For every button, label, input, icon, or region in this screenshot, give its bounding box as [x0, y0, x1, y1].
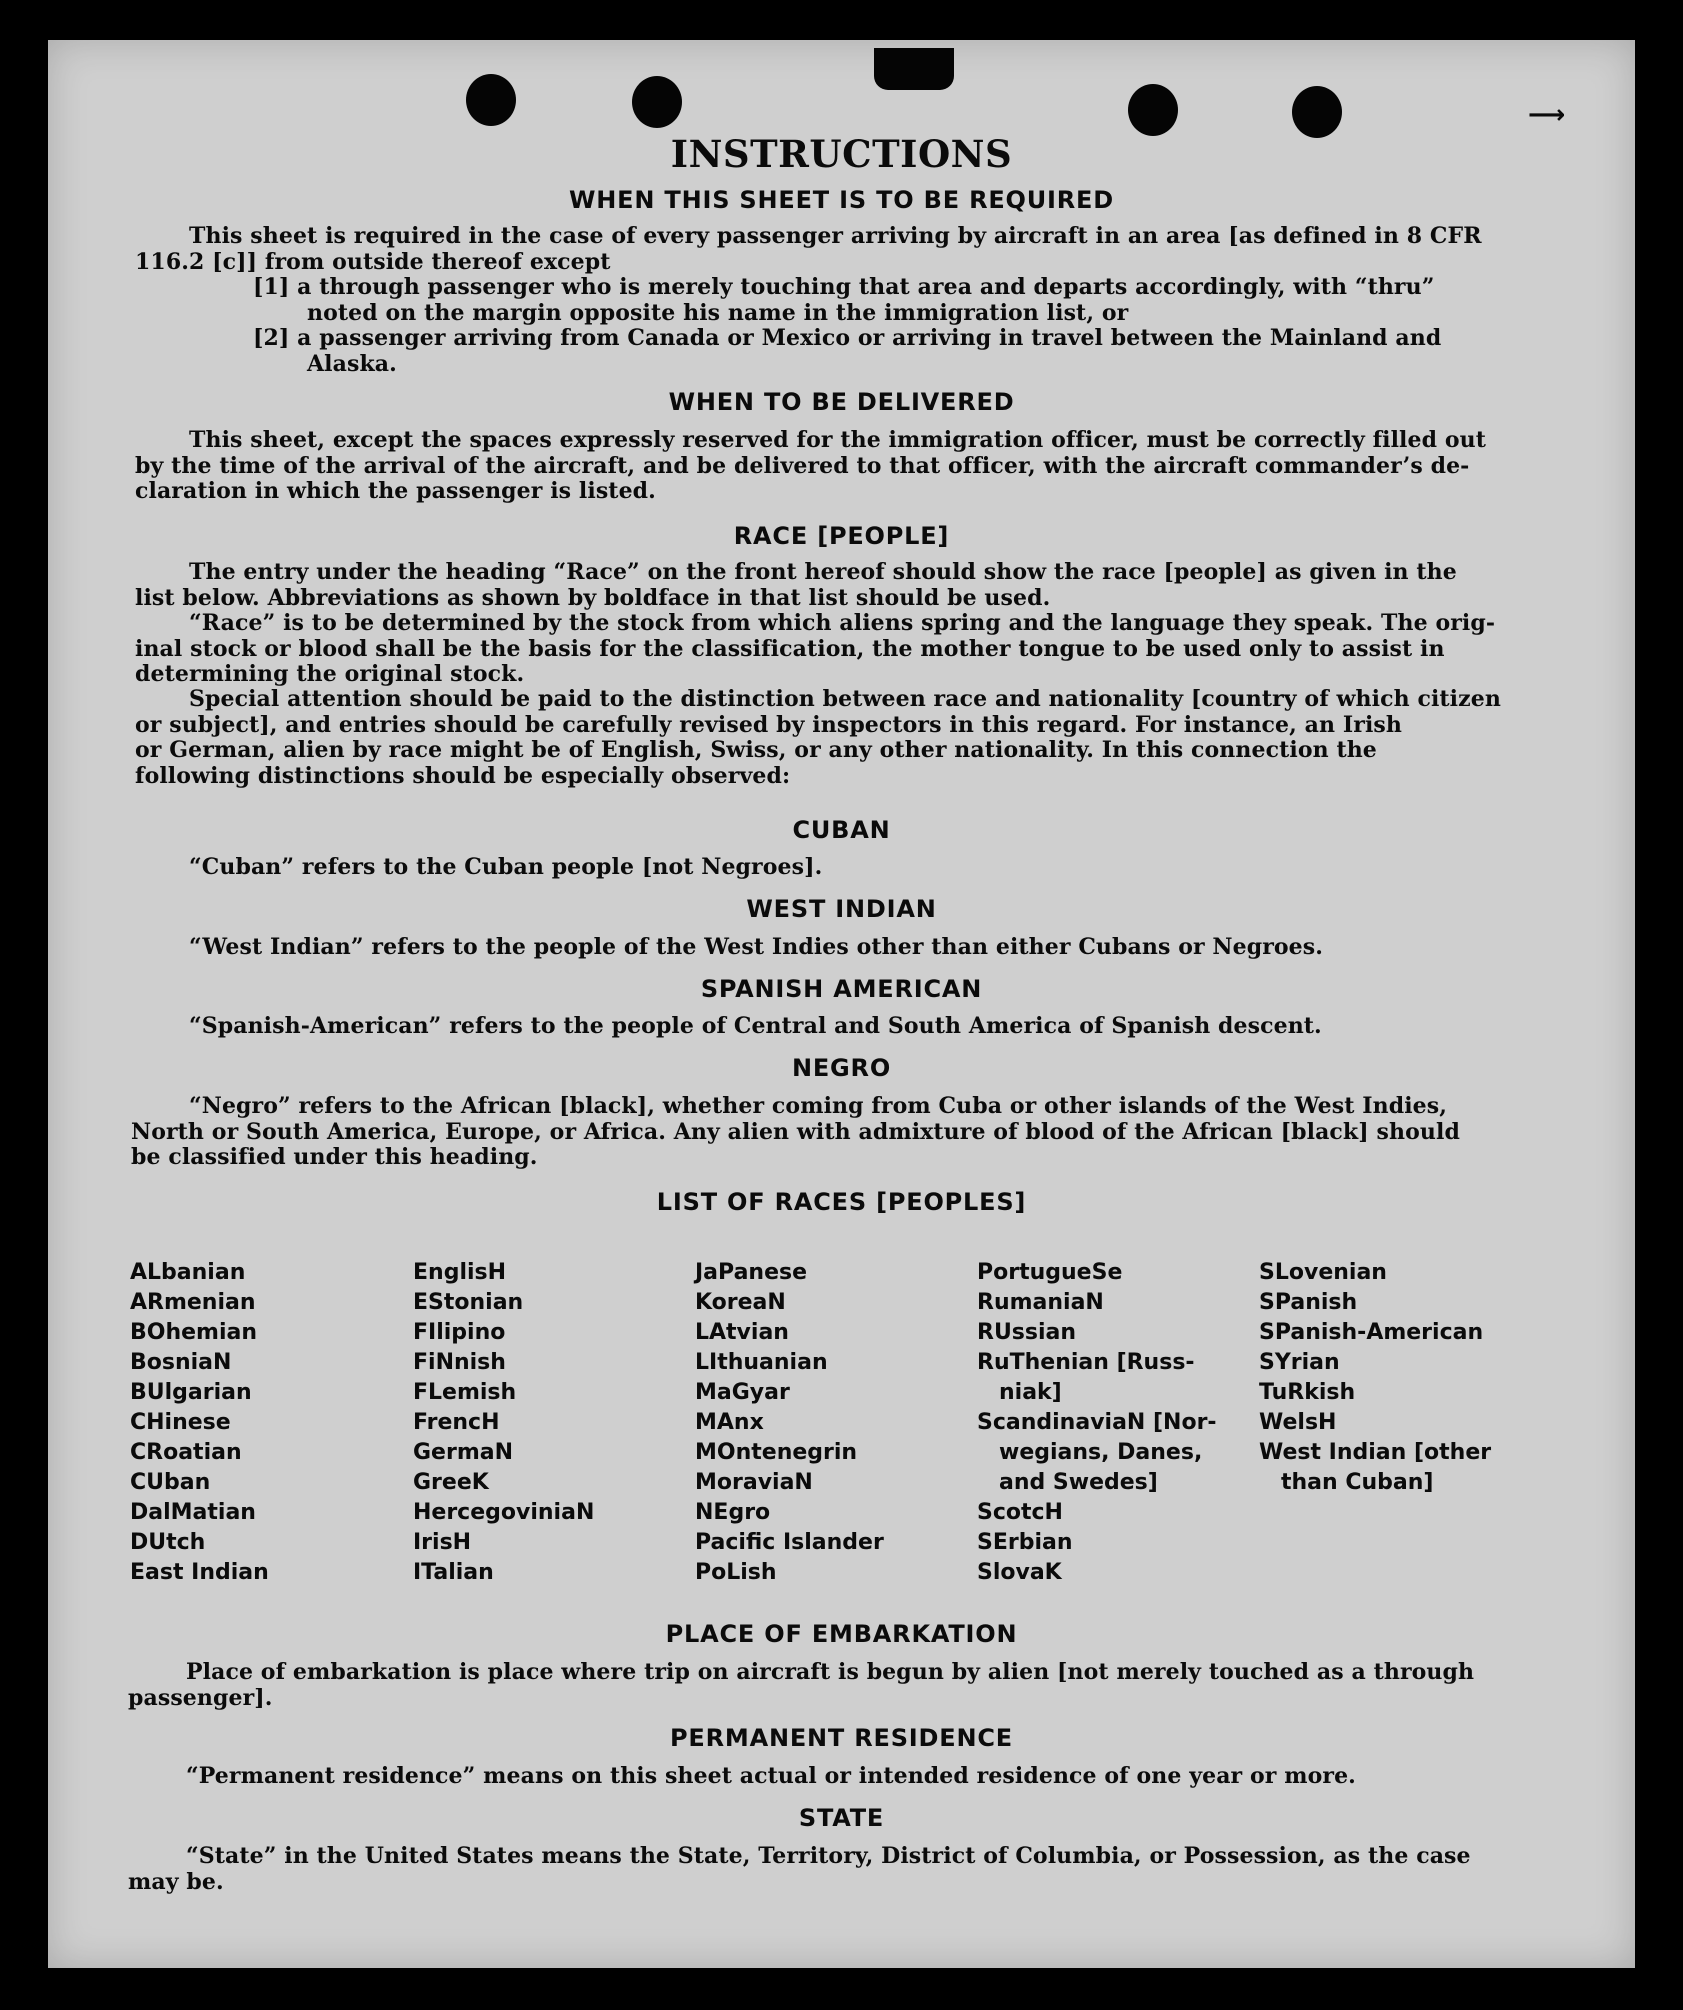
- heading-race: RACE [PEOPLE]: [733, 522, 950, 550]
- paragraph-embarkation: [128, 1660, 1540, 1711]
- race-item: niak]: [999, 1380, 1062, 1405]
- text-line: This sheet, except the spaces expressly reserved for the immigration officer, must be correctly filled out: [189, 427, 1486, 453]
- race-item: DalMatian: [130, 1500, 256, 1525]
- race-item: FrencH: [413, 1410, 500, 1435]
- race-item: IrisH: [413, 1530, 472, 1555]
- race-item: PortugueSe: [977, 1260, 1123, 1285]
- text-line: Place of embarkation is place where trip on aircraft is begun by alien [not merely touched as a through: [186, 1659, 1475, 1685]
- text-line: passenger].: [128, 1684, 273, 1711]
- text-line: 116.2 [c]] from outside thereof except: [135, 248, 611, 275]
- race-item: RuThenian [Russ-: [977, 1350, 1195, 1375]
- race-item: EStonian: [413, 1290, 524, 1315]
- heading-state: STATE: [798, 1804, 885, 1832]
- race-item: GreeK: [413, 1470, 489, 1495]
- race-item: RumaniaN: [977, 1290, 1104, 1315]
- punch-hole: [1128, 84, 1178, 136]
- paragraph-negro: [131, 1094, 1545, 1171]
- paragraph-cuban: [189, 855, 1545, 881]
- race-item: DUtch: [130, 1530, 206, 1555]
- text-line: Alaska.: [307, 350, 397, 377]
- text-line: claration in which the passenger is listed.: [135, 478, 656, 504]
- text-line: may be.: [128, 1868, 224, 1895]
- heading-residence: PERMANENT RESIDENCE: [670, 1724, 1013, 1752]
- paragraph-when-required: [135, 224, 1545, 275]
- race-item: SYrian: [1259, 1350, 1340, 1375]
- race-item: LIthuanian: [695, 1350, 828, 1375]
- page-title: INSTRUCTIONS: [670, 132, 1013, 176]
- text-line: “West Indian” refers to the people of the West Indies other than either Cubans or Negroes.: [189, 934, 1324, 960]
- race-item: SPanish: [1259, 1290, 1358, 1315]
- text-line: [2] a passenger arriving from Canada or Mexico or arriving in travel between the Mainland and: [253, 325, 1442, 351]
- punch-hole: [466, 74, 516, 126]
- race-item: NEgro: [695, 1500, 771, 1525]
- text-line: “Permanent residence” means on this sheet actual or intended residence of one year or more.: [186, 1763, 1356, 1789]
- paragraph-spanish-american: [189, 1014, 1545, 1040]
- race-item: JaPanese: [695, 1260, 808, 1285]
- race-item: SPanish-American: [1259, 1320, 1484, 1345]
- race-item: MOntenegrin: [695, 1440, 858, 1465]
- race-column-3: [695, 1258, 884, 1588]
- race-item: EnglisH: [413, 1260, 507, 1285]
- race-item: TuRkish: [1259, 1380, 1356, 1405]
- race-item: CHinese: [130, 1410, 231, 1435]
- race-item: ScandinaviaN [Nor-: [977, 1410, 1217, 1435]
- race-item: SlovaK: [977, 1560, 1062, 1585]
- race-item: West Indian [other: [1259, 1440, 1492, 1465]
- race-item: East Indian: [130, 1560, 269, 1585]
- heading-cuban: CUBAN: [792, 816, 891, 844]
- race-item: ITalian: [413, 1560, 494, 1585]
- heading-embarkation: PLACE OF EMBARKATION: [665, 1620, 1018, 1648]
- heading-list-of-races: LIST OF RACES [PEOPLES]: [656, 1188, 1027, 1216]
- text-line: North or South America, Europe, or Africa. Any alien with admixture of blood of the African [black] should: [131, 1118, 1460, 1145]
- race-item: ALbanian: [130, 1260, 246, 1285]
- arrow-mark-icon: ⟶: [1528, 100, 1566, 130]
- text-line: be classified under this heading.: [131, 1144, 538, 1170]
- race-item: SErbian: [977, 1530, 1073, 1555]
- text-line: noted on the margin opposite his name in the immigration list, or: [307, 299, 1129, 326]
- text-line: Special attention should be paid to the distinction between race and nationality [country of which citizen: [189, 686, 1501, 712]
- punch-hole: [1292, 86, 1342, 138]
- race-item: wegians, Danes,: [999, 1440, 1203, 1465]
- race-item: WelsH: [1259, 1410, 1337, 1435]
- text-line: list below. Abbreviations as shown by boldface in that list should be used.: [135, 584, 1051, 611]
- race-item: CUban: [130, 1470, 211, 1495]
- race-item: CRoatian: [130, 1440, 242, 1465]
- punch-hole: [632, 76, 682, 128]
- race-item: GermaN: [413, 1440, 514, 1465]
- text-line: The entry under the heading “Race” on the front hereof should show the race [people] as given in the: [189, 559, 1457, 585]
- heading-west-indian: WEST INDIAN: [746, 895, 937, 923]
- race-item: BosniaN: [130, 1350, 232, 1375]
- race-column-2: [413, 1258, 594, 1588]
- race-item: ARmenian: [130, 1290, 256, 1315]
- heading-when-delivered: WHEN TO BE DELIVERED: [668, 388, 1015, 416]
- heading-spanish-american: SPANISH AMERICAN: [700, 975, 983, 1003]
- race-item: SLovenian: [1259, 1260, 1387, 1285]
- text-line: “State” in the United States means the State, Territory, District of Columbia, or Possession, as the case: [186, 1843, 1471, 1869]
- race-column-4: [977, 1258, 1217, 1588]
- paragraph-residence: [186, 1764, 1540, 1790]
- text-line: by the time of the arrival of the aircraft, and be delivered to that officer, with the aircraft commander’s de-: [135, 452, 1470, 479]
- text-line: “Negro” refers to the African [black], whether coming from Cuba or other islands of the West Indies,: [189, 1093, 1448, 1119]
- race-item: BUlgarian: [130, 1380, 252, 1405]
- text-line: following distinctions should be especially observed:: [135, 762, 791, 789]
- race-item: MaGyar: [695, 1380, 790, 1405]
- race-item: HercegoviniaN: [413, 1500, 595, 1525]
- race-item: ScotcH: [977, 1500, 1063, 1525]
- text-line: or German, alien by race might be of English, Swiss, or any other nationality. In this connection the: [135, 737, 1377, 763]
- race-item: FiNnish: [413, 1350, 506, 1375]
- paragraph-when-delivered: [135, 428, 1545, 505]
- exception-item-1: [253, 275, 1545, 326]
- text-line: or subject], and entries should be carefully revised by inspectors in this regard. For instance, an Irish: [135, 711, 1402, 738]
- text-line: “Cuban” refers to the Cuban people [not Negroes].: [189, 854, 823, 880]
- heading-negro: NEGRO: [791, 1054, 892, 1082]
- race-item: MAnx: [695, 1410, 764, 1435]
- race-item: BOhemian: [130, 1320, 258, 1345]
- heading-when-required: WHEN THIS SHEET IS TO BE REQUIRED: [569, 186, 1114, 214]
- race-item: KoreaN: [695, 1290, 786, 1315]
- text-line: “Race” is to be determined by the stock from which aliens spring and the language they speak. The orig-: [189, 610, 1496, 636]
- paragraph-state: [128, 1844, 1540, 1895]
- race-item: MoraviaN: [695, 1470, 813, 1495]
- exception-item-2: [253, 326, 1545, 377]
- text-line: “Spanish-American” refers to the people of Central and South America of Spanish descent.: [189, 1013, 1322, 1039]
- text-line: This sheet is required in the case of every passenger arriving by aircraft in an area [as defined in 8 CFR: [189, 223, 1482, 249]
- torn-notch: [874, 48, 954, 90]
- text-line: inal stock or blood shall be the basis for the classification, the mother tongue to be used only to assist in: [135, 635, 1445, 662]
- paragraph-west-indian: [189, 935, 1545, 961]
- race-item: FIlipino: [413, 1320, 506, 1345]
- race-item: FLemish: [413, 1380, 517, 1405]
- text-line: [1] a through passenger who is merely touching that area and departs accordingly, with “thru”: [253, 274, 1435, 300]
- race-column-5: [1259, 1258, 1491, 1498]
- paragraph-race-2: [135, 611, 1545, 688]
- text-line: determining the original stock.: [135, 661, 525, 687]
- race-column-1: [130, 1258, 269, 1588]
- race-item: Pacific Islander: [695, 1530, 884, 1555]
- race-item: than Cuban]: [1281, 1470, 1434, 1495]
- race-item: LAtvian: [695, 1320, 789, 1345]
- document-sheet: [48, 40, 1635, 1968]
- paragraph-race-3: [135, 687, 1545, 789]
- race-item: RUssian: [977, 1320, 1077, 1345]
- race-item: PoLish: [695, 1560, 777, 1585]
- paragraph-race-1: [135, 560, 1545, 611]
- race-item: and Swedes]: [999, 1470, 1158, 1495]
